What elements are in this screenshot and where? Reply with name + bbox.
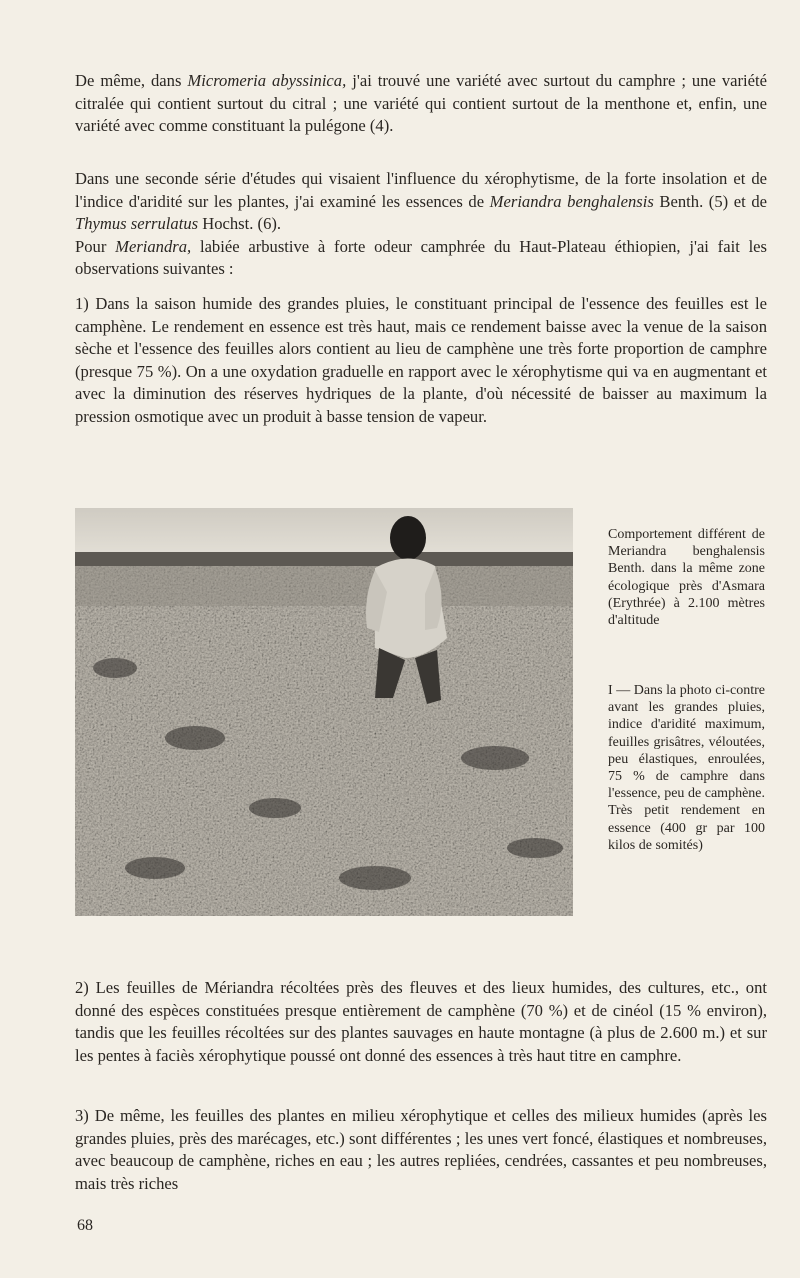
paragraph-text: 3) De même, les feuilles des plantes en milieu xérophytique et celles des milieux humides (après les grandes pluies, près des marécages, etc.) sont différentes ; les unes vert foncé, élastiques et nombreuses, avec beaucoup de camphène, riches en eau ; les autres repliées, cendrées, cassantes et peu nombreuses, mais très riches [75, 1106, 767, 1193]
species-name: Meriandra benghalensis [489, 191, 654, 211]
species-name: Meriandra, [115, 236, 192, 256]
photo-caption-description [608, 682, 765, 854]
paragraph-text: 1) Dans la saison humide des grandes pluies, le constituant principal de l'essence des feuilles est le camphène. Le rendement en essence est très haut, mais ce rendement baisse avec la venue de la saison sèche et l'essence des feuilles alors contient au lieu de camphène une très forte proportion de camphre (presque 75 %). On a une oxydation graduelle en rapport avec le xérophytisme qui va en augmentant et avec la diminution des réserves hydriques de la plante, d'où nécessité de baisser au maximum la pression osmotique avec un produit à basse tension de vapeur. [75, 294, 767, 426]
text-span: j'ai trouvé une variété avec surtout du camphre ; une variété citralée qui contient surtout du citral ; une variété qui contient surtout de la menthone et, enfin, une variété avec comme constituant la pulégone (4). [75, 71, 768, 135]
text-span: Benth. (5) et de [653, 191, 767, 211]
text-span: Pour [75, 236, 116, 256]
field-photo [75, 508, 573, 916]
paragraph-second-series [75, 168, 767, 281]
paragraph-point-2 [75, 977, 767, 1067]
photo-caption-title [608, 526, 765, 629]
paragraph-point-1 [75, 293, 767, 428]
text-span: Dans une seconde série d'études qui visaient l'influence du xérophytisme, de la forte insolation et de l'indice d'aridité sur les plantes, j'ai examiné les essences de [75, 169, 767, 211]
caption-text: Comportement différent de Meriandra benghalensis Benth. dans la même zone écologique près d'Asmara (Erythrée) à 2.100 mètres d'altitude [608, 527, 765, 629]
caption-text: I — Dans la photo ci-contre avant les grandes pluies, indice d'aridité maximum, feuilles grisâtres, véloutées, peu élastiques, enroulées, 75 % de camphre dans l'essence, peu de camphène. Très petit rendement en essence (400 gr par 100 kilos de somités) [608, 683, 765, 853]
paragraph-point-3 [75, 1105, 767, 1195]
paragraph-text: 2) Les feuilles de Mériandra récoltées près des fleuves et des lieux humides, des cultures, etc., ont donné des espèces constituées presque entièrement de camphène (70 %) et de cinéol (15 % environ), tandis que les feuilles récoltées sur des plantes sauvages en haute montagne (à plus de 2.600 m.) et sur les pentes à faciès xérophytique poussé ont donné des essences à très haut titre en camphre. [75, 978, 767, 1065]
species-name: Thymus serrulatus [75, 214, 199, 233]
photo-image [75, 508, 573, 916]
paragraph-micromeria [75, 70, 767, 138]
text-span: labiée arbustive à forte odeur camphrée du Haut-Plateau éthiopien, j'ai fait les observations suivantes : [75, 236, 767, 278]
species-name: Micromeria abyssinica, [187, 71, 347, 90]
page-number: 68 [77, 1217, 93, 1234]
text-span: De même, dans [75, 71, 188, 90]
text-span: Hochst. (6). [198, 214, 282, 233]
